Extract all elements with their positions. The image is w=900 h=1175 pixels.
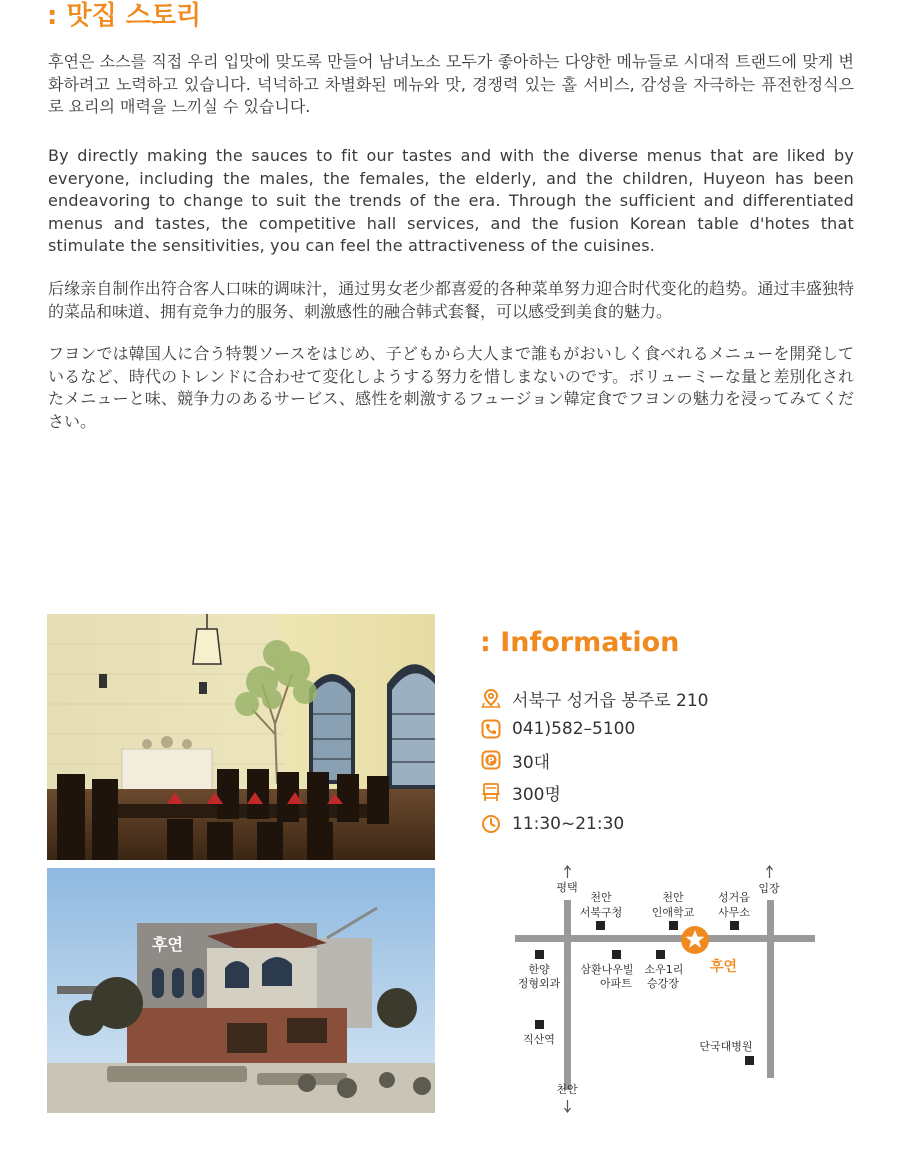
map-marker-dankook (745, 1056, 754, 1065)
hours-text: 11:30~21:30 (512, 814, 625, 834)
map-marker-samhwan (612, 950, 621, 959)
address-text: 서북구 성거읍 봉주로 210 (512, 690, 709, 711)
map-marker-office (730, 921, 739, 930)
story-paragraph-japanese: フヨンでは韓国人に合う特製ソースをはじめ、子どもから大人まで誰もがおいしく食べれるメニューを開発しているなど、時代のトレンドに合わせて変化しようする努力を惜しまないのです。ボリューミーな量と差別化されたメニューと味、競争力のあるサービス、感性を刺激するフュージョン韓定食でフヨンの魅力を浸ってみてください。 (48, 344, 854, 431)
seating-text: 300명 (512, 784, 561, 805)
map-marker-jiksan (535, 1020, 544, 1029)
map-label-hanyang-line1: 한양 (528, 963, 550, 976)
map-label-dankook: 단국대병원 (699, 1040, 753, 1053)
map-label-sowoo-line2: 승강장 (647, 977, 679, 990)
location-pin-icon (481, 688, 501, 708)
parking-text: 30대 (512, 752, 551, 773)
map-label-office-line2: 사무소 (718, 906, 750, 919)
map-label-samhwan-line2: 아파트 (600, 977, 632, 990)
info-row-parking (481, 748, 550, 772)
map-left-road (564, 900, 571, 1090)
info-row-seating (481, 780, 561, 804)
story-paragraph-chinese: 后缘亲自制作出符合客人口味的调味汁，通过男女老少都喜爱的各种菜单努力迎合时代变化的趋势。通过丰盛独特的菜品和味道、拥有竞争力的服务、刺激感性的融合韩式套餐，可以感受到美食的魅力。 (48, 279, 854, 321)
map-label-cheonan-bottom: 천안 (556, 1083, 578, 1096)
map-label-inae-line2: 인애학교 (651, 906, 695, 919)
story-title: : 맛집 스토리 (47, 1, 202, 31)
info-row-address (481, 686, 708, 710)
info-row-hours (481, 812, 624, 836)
map-marker-huyeon (681, 926, 709, 954)
map-label-entrance: 입장 (758, 882, 780, 895)
map-label-sowoo-line1: 소우1리 (644, 963, 684, 976)
svg-text:후연: 후연 (152, 935, 183, 954)
phone-icon (481, 719, 501, 739)
restaurant-exterior-photo (47, 868, 435, 1113)
clock-icon (481, 814, 501, 834)
map-marker-seobuk (596, 921, 605, 930)
story-paragraph-korean: 후연은 소스를 직접 우리 입맛에 맞도록 만들어 남녀노소 모두가 좋아하는 다양한 메뉴들로 시대적 트랜드에 맞게 변화하려고 노력하고 있습니다. 넉넉하고 차별화된 메뉴와 맛, 경쟁력 있는 홀 서비스, 감성을 자극하는 퓨전한정식으로 요리의 매력을 느끼실 수 있습니다. (48, 52, 854, 116)
map-label-pyeongtaek: 평택 (556, 881, 578, 894)
map-label-seobuk-line2: 서북구청 (579, 906, 623, 919)
location-map (505, 860, 825, 1120)
restaurant-interior-photo (47, 614, 435, 860)
map-label-seobuk-line1: 천안 (590, 891, 612, 904)
information-title: : Information (480, 627, 680, 658)
map-right-road (767, 900, 774, 1078)
info-row-phone (481, 717, 635, 741)
map-label-samhwan-line1: 삼환나우빌 (580, 963, 634, 976)
map-label-huyeon: 후연 (710, 959, 738, 975)
map-marker-sowoo (656, 950, 665, 959)
map-label-office-line1: 성거읍 (718, 891, 750, 904)
seating-icon (481, 782, 501, 802)
map-label-hanyang-line2: 정형외과 (517, 977, 561, 990)
story-paragraph-english: By directly making the sauces to fit our tastes and with the diverse menus that are liked by everyone, including the males, the females, the elderly, and the children, Huyeon has been endeavoring to change to suit the trends of the era. Through the sufficient and differentiated menus and tastes, the competitive hall services, and the fusion Korean table d'hotes that stimulate the sensitivities, you can feel the attractiveness of the cuisines. (48, 146, 854, 255)
phone-text: 041)582–5100 (512, 719, 636, 739)
map-marker-inae (669, 921, 678, 930)
map-label-jiksan: 직산역 (523, 1033, 555, 1046)
map-label-inae-line1: 천안 (662, 891, 684, 904)
svg-text:P: P (487, 756, 495, 767)
parking-icon (481, 750, 501, 770)
map-marker-hanyang (535, 950, 544, 959)
